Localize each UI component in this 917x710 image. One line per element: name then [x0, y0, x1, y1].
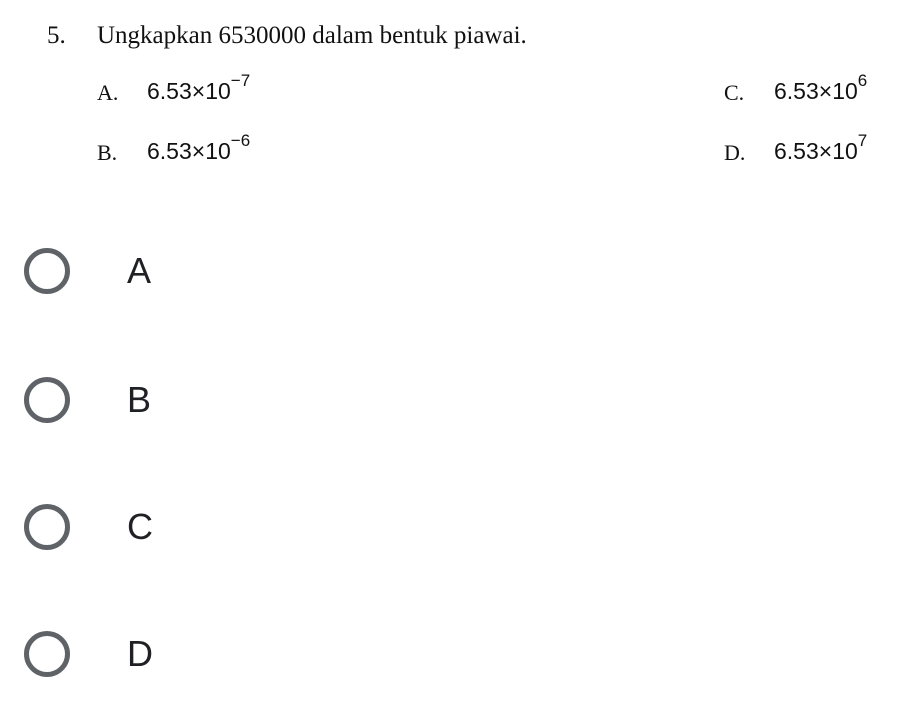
option-label-d: D [127, 633, 153, 674]
question-number: 5. [47, 22, 66, 49]
option-label-b: B [127, 379, 152, 420]
choice-letter: C. [724, 80, 745, 105]
option-label-c: C [127, 506, 153, 547]
choice-expression [774, 71, 868, 105]
question-text: Ungkapkan 6530000 dalam bentuk piawai. [97, 22, 527, 49]
choice-exponent: −7 [230, 71, 251, 91]
question-image [0, 0, 917, 180]
option-d[interactable] [22, 627, 322, 697]
option-b[interactable] [22, 373, 322, 443]
choice-exponent: 7 [857, 131, 868, 151]
choice-expression [147, 131, 251, 165]
option-label-a: A [127, 250, 152, 291]
choice-letter: D. [724, 140, 746, 165]
choice-exponent: 6 [857, 71, 868, 91]
choice-letter: B. [97, 140, 118, 165]
choice-exponent: −6 [230, 131, 251, 151]
radio-button-a[interactable] [24, 248, 70, 294]
choice-expression [147, 71, 251, 105]
choice-letter: A. [97, 80, 119, 105]
choice-expression [774, 131, 868, 165]
choice-base: 6.53×10 [774, 78, 858, 104]
radio-button-b[interactable] [24, 377, 70, 423]
radio-button-c[interactable] [24, 504, 70, 550]
choice-base: 6.53×10 [147, 78, 231, 104]
option-c[interactable] [22, 500, 322, 570]
choice-base: 6.53×10 [774, 138, 858, 164]
radio-button-d[interactable] [24, 631, 70, 677]
choice-base: 6.53×10 [147, 138, 231, 164]
option-a[interactable] [22, 244, 322, 314]
